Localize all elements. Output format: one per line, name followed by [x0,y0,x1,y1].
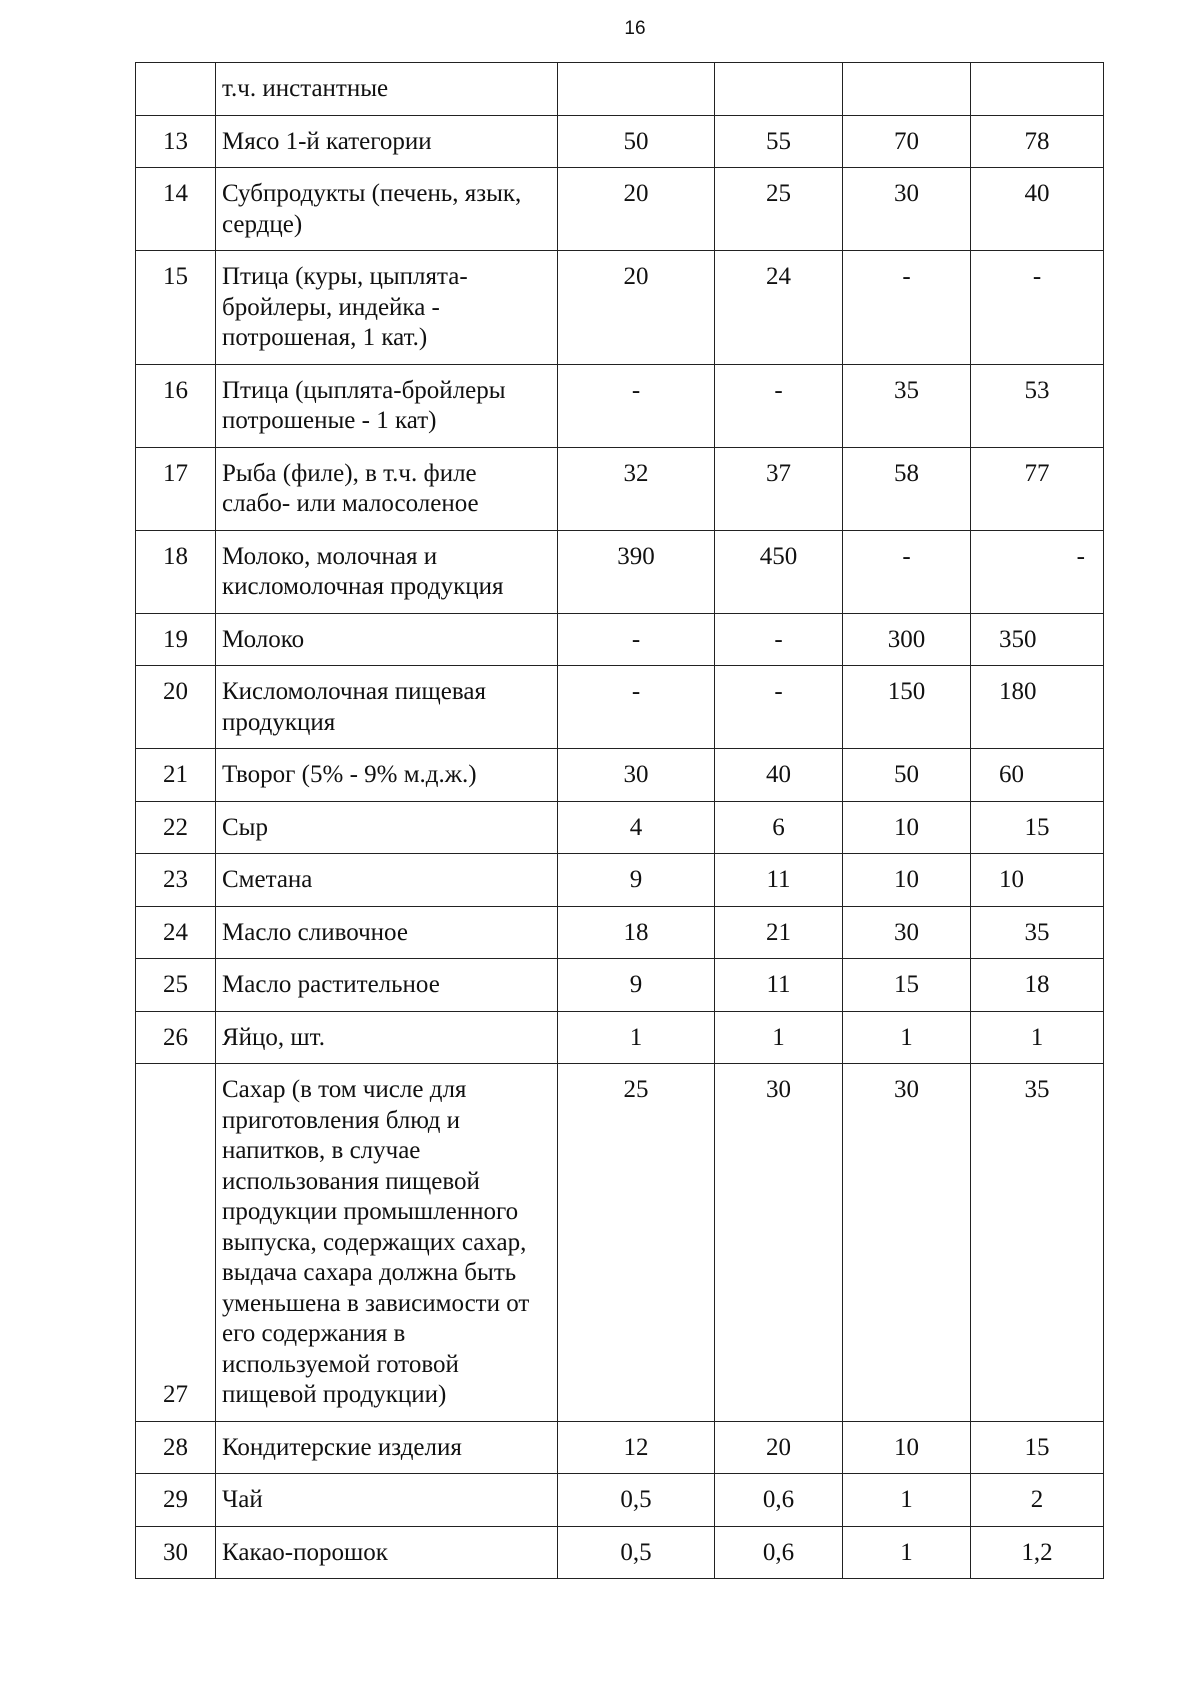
table-row [136,447,1104,530]
value-cell-col-2 [715,63,843,116]
product-name: Птица (куры, цыплята-бройлеры, индейка - потрошеная, 1 кат.) [216,251,558,365]
product-name: Сахар (в том числе для приготовления блюд и напитков, в случае использования пищевой продукции промышленного выпуска, содержащих сахар, выдача сахара должна быть уменьшена в зависимости от его содержания в используемой готовой пищевой продукции) [216,1064,558,1422]
value-cell-col-4: 10 [971,854,1104,907]
value-cell-col-2: 0,6 [715,1526,843,1579]
value-cell-col-3: 58 [843,447,971,530]
row-number: 28 [136,1421,216,1474]
value-cell-col-1: 20 [558,168,715,251]
row-number: 22 [136,801,216,854]
row-number: 16 [136,364,216,447]
table-row [136,168,1104,251]
value-cell-col-4: 78 [971,115,1104,168]
value-cell-col-1: 0,5 [558,1526,715,1579]
value-cell-col-2: 11 [715,854,843,907]
product-name: Сыр [216,801,558,854]
value-cell-col-3: 1 [843,1474,971,1527]
value-cell-col-1: - [558,364,715,447]
value-cell-col-3: 30 [843,906,971,959]
product-name: Субпродукты (печень, язык, сердце) [216,168,558,251]
product-name: Рыба (филе), в т.ч. филе слабо- или малосоленое [216,447,558,530]
value-cell-col-3: 300 [843,613,971,666]
value-cell-col-4: 60 [971,749,1104,802]
value-cell-col-1: 25 [558,1064,715,1422]
value-cell-col-3: 10 [843,801,971,854]
value-cell-col-1: 9 [558,959,715,1012]
product-name: Молоко, молочная и кисломолочная продукция [216,530,558,613]
value-cell-col-2: 25 [715,168,843,251]
table-row [136,801,1104,854]
value-cell-col-2: - [715,666,843,749]
row-number: 17 [136,447,216,530]
value-cell-col-1: 50 [558,115,715,168]
table-row [136,613,1104,666]
value-cell-col-4: 35 [971,906,1104,959]
product-name: Сметана [216,854,558,907]
value-cell-col-2: 450 [715,530,843,613]
value-cell-col-4: 2 [971,1474,1104,1527]
value-cell-col-1: 30 [558,749,715,802]
table-row [136,1474,1104,1527]
value-cell-col-4: 1 [971,1011,1104,1064]
value-cell-col-2: 37 [715,447,843,530]
product-name: Птица (цыплята-бройлеры потрошеные - 1 кат) [216,364,558,447]
value-cell-col-1: 1 [558,1011,715,1064]
value-cell-col-1: 12 [558,1421,715,1474]
value-cell-col-2: - [715,613,843,666]
value-cell-col-4: 180 [971,666,1104,749]
product-name: Чай [216,1474,558,1527]
value-cell-col-4: 1,2 [971,1526,1104,1579]
product-name: Молоко [216,613,558,666]
value-cell-col-4 [971,63,1104,116]
row-number: 24 [136,906,216,959]
value-cell-col-3: 10 [843,1421,971,1474]
value-cell-col-2: 21 [715,906,843,959]
product-name: Какао-порошок [216,1526,558,1579]
value-cell-col-3: 30 [843,168,971,251]
value-cell-col-2: - [715,364,843,447]
row-number: 23 [136,854,216,907]
row-number: 26 [136,1011,216,1064]
row-number: 20 [136,666,216,749]
value-cell-col-1: - [558,666,715,749]
value-cell-col-2: 24 [715,251,843,365]
value-cell-col-3: - [843,530,971,613]
norms-table [135,62,1104,1579]
row-number: 18 [136,530,216,613]
row-number [136,63,216,116]
value-cell-col-4: 35 [971,1064,1104,1422]
row-number: 21 [136,749,216,802]
table-row [136,749,1104,802]
table-row [136,854,1104,907]
value-cell-col-3: 1 [843,1011,971,1064]
product-name: Яйцо, шт. [216,1011,558,1064]
row-number: 14 [136,168,216,251]
product-name: Творог (5% - 9% м.д.ж.) [216,749,558,802]
table-row [136,1064,1104,1422]
row-number: 29 [136,1474,216,1527]
value-cell-col-2: 1 [715,1011,843,1064]
product-name: Мясо 1-й категории [216,115,558,168]
row-number: 19 [136,613,216,666]
value-cell-col-3: 35 [843,364,971,447]
product-name: Масло растительное [216,959,558,1012]
table-row [136,115,1104,168]
row-number: 15 [136,251,216,365]
value-cell-col-3: 70 [843,115,971,168]
value-cell-col-4: 350 [971,613,1104,666]
table-row [136,251,1104,365]
value-cell-col-2: 0,6 [715,1474,843,1527]
value-cell-col-3: 15 [843,959,971,1012]
table-row [136,63,1104,116]
value-cell-col-2: 55 [715,115,843,168]
value-cell-col-4: 15 [971,801,1104,854]
value-cell-col-1: 18 [558,906,715,959]
row-number: 25 [136,959,216,1012]
row-number: 27 [136,1064,216,1422]
value-cell-col-2: 40 [715,749,843,802]
product-name: Масло сливочное [216,906,558,959]
page-number: 16 [624,18,646,39]
table-row [136,1011,1104,1064]
product-name: Кисломолочная пищевая продукция [216,666,558,749]
value-cell-col-4: 40 [971,168,1104,251]
value-cell-col-1: - [558,613,715,666]
table-row [136,364,1104,447]
value-cell-col-2: 11 [715,959,843,1012]
table-row [136,666,1104,749]
value-cell-col-1 [558,63,715,116]
value-cell-col-4: 77 [971,447,1104,530]
value-cell-col-3: 50 [843,749,971,802]
table-row [136,1526,1104,1579]
table-row [136,530,1104,613]
value-cell-col-3: 30 [843,1064,971,1422]
value-cell-col-3: 10 [843,854,971,907]
row-number: 30 [136,1526,216,1579]
value-cell-col-1: 390 [558,530,715,613]
product-name: Кондитерские изделия [216,1421,558,1474]
value-cell-col-3: - [843,251,971,365]
value-cell-col-3: 150 [843,666,971,749]
norms-table-body [136,63,1104,1579]
value-cell-col-3: 1 [843,1526,971,1579]
value-cell-col-1: 4 [558,801,715,854]
value-cell-col-1: 9 [558,854,715,907]
value-cell-col-2: 6 [715,801,843,854]
product-name: т.ч. инстантные [216,63,558,116]
row-number: 13 [136,115,216,168]
table-row [136,959,1104,1012]
value-cell-col-3 [843,63,971,116]
value-cell-col-4: 15 [971,1421,1104,1474]
value-cell-col-2: 20 [715,1421,843,1474]
value-cell-col-1: 0,5 [558,1474,715,1527]
table-row [136,1421,1104,1474]
value-cell-col-1: 20 [558,251,715,365]
table-row [136,906,1104,959]
value-cell-col-4: - [971,251,1104,365]
value-cell-col-1: 32 [558,447,715,530]
value-cell-col-4: 18 [971,959,1104,1012]
value-cell-col-4: - [971,530,1104,613]
value-cell-col-2: 30 [715,1064,843,1422]
value-cell-col-4: 53 [971,364,1104,447]
